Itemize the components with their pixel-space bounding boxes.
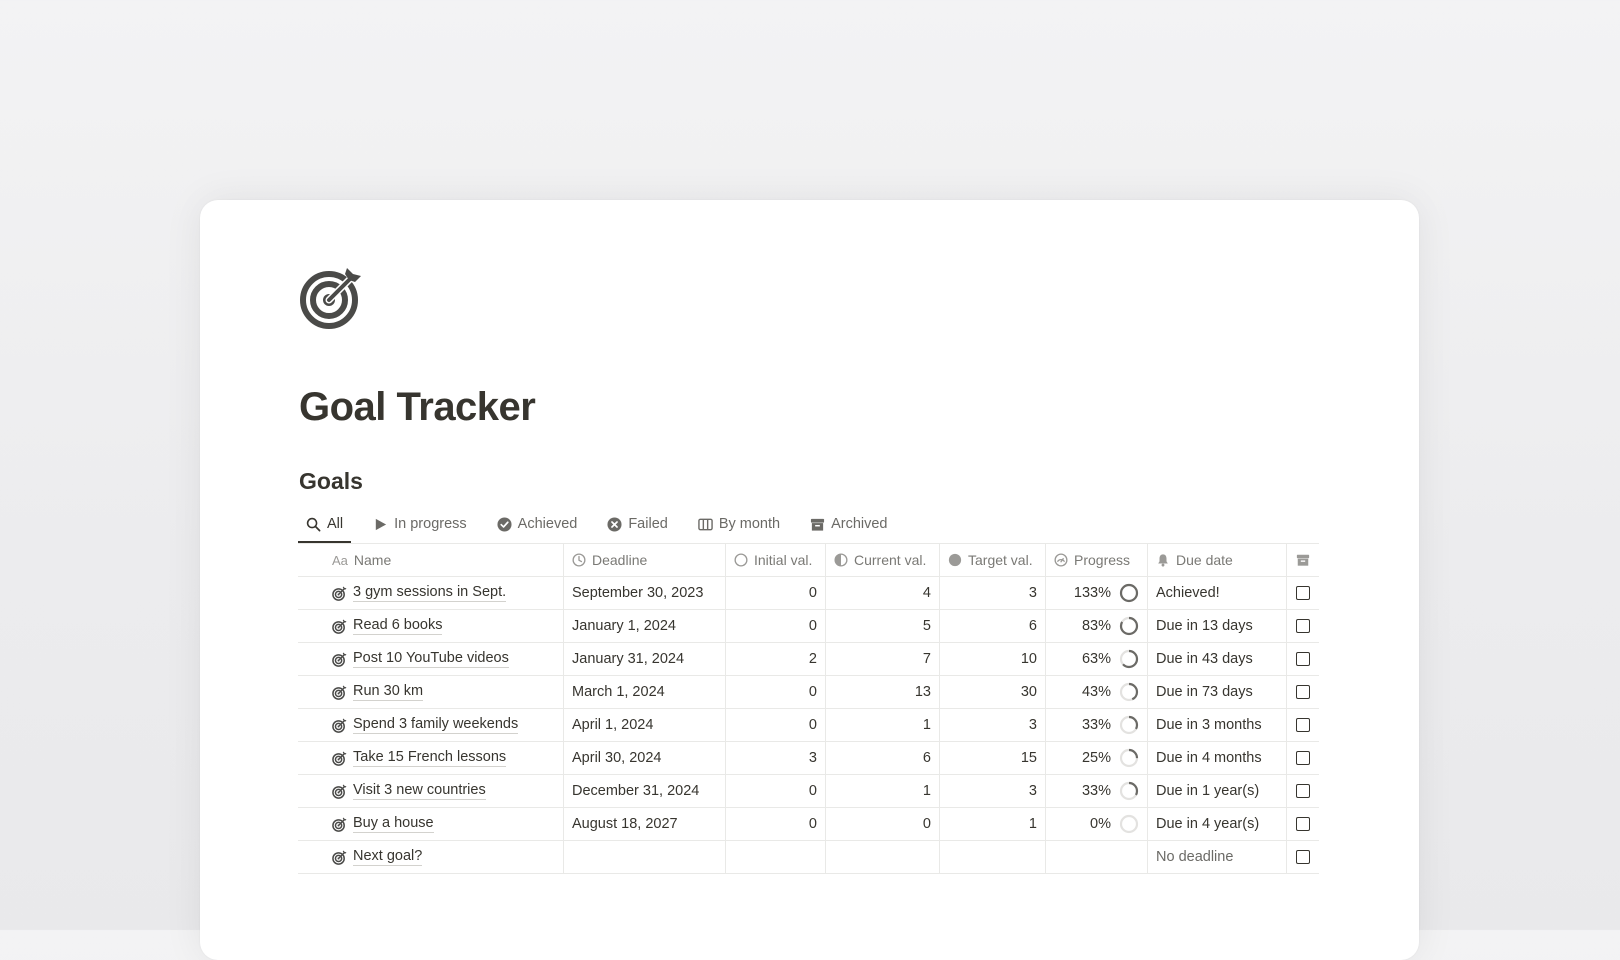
due-date-cell — [1148, 676, 1287, 708]
table-row[interactable] — [298, 676, 1319, 709]
current-value: 0 — [922, 816, 931, 832]
initial-value: 0 — [808, 585, 817, 601]
check-circle-icon — [497, 517, 512, 532]
deadline-cell[interactable] — [564, 841, 726, 873]
initial-value-cell[interactable] — [726, 610, 826, 642]
gauge-icon — [1054, 553, 1068, 567]
page-title: Goal Tracker — [299, 385, 536, 429]
current-value-cell[interactable] — [826, 742, 940, 774]
tab-label: In progress — [394, 516, 467, 532]
target-icon — [332, 685, 347, 700]
target-value: 30 — [1020, 684, 1037, 700]
current-value-cell[interactable] — [826, 610, 940, 642]
archive-checkbox[interactable] — [1296, 619, 1310, 633]
archive-icon — [810, 517, 825, 532]
progress-value: 43% — [1081, 684, 1111, 700]
due-date-cell — [1148, 775, 1287, 807]
goal-name-link[interactable]: Read 6 books — [353, 617, 443, 633]
view-tabs — [298, 505, 896, 543]
database-title[interactable]: Goals — [299, 468, 363, 494]
column-header-archive[interactable] — [1287, 544, 1319, 576]
target-value: 3 — [1028, 717, 1037, 733]
current-value-cell[interactable] — [826, 676, 940, 708]
deadline-value: April 30, 2024 — [572, 750, 662, 766]
initial-value: 0 — [808, 816, 817, 832]
goal-name-link[interactable]: Take 15 French lessons — [353, 749, 507, 765]
archive-checkbox[interactable] — [1296, 751, 1310, 765]
archive-cell — [1287, 709, 1319, 741]
archive-cell — [1287, 577, 1319, 609]
board-icon — [698, 517, 713, 532]
due-date-value: Due in 3 months — [1156, 717, 1262, 733]
table-row[interactable] — [298, 577, 1319, 610]
progress-value: 63% — [1081, 651, 1111, 667]
due-date-cell — [1148, 610, 1287, 642]
table-row[interactable] — [298, 808, 1319, 841]
deadline-value: March 1, 2024 — [572, 684, 665, 700]
text-icon: Aa — [332, 552, 348, 568]
initial-value-cell[interactable] — [726, 775, 826, 807]
due-date-value: Achieved! — [1156, 585, 1220, 601]
deadline-value: August 18, 2027 — [572, 816, 678, 832]
due-date-value: Due in 13 days — [1156, 618, 1253, 634]
x-circle-icon — [607, 517, 622, 532]
progress-cell — [1046, 841, 1148, 873]
initial-value-cell[interactable] — [726, 742, 826, 774]
column-header-target[interactable] — [940, 544, 1046, 576]
progress-ring-icon — [1119, 583, 1139, 603]
full-circle-icon — [948, 553, 962, 567]
search-icon — [306, 517, 321, 532]
target-icon — [332, 586, 347, 601]
tab-all[interactable] — [298, 505, 351, 543]
archive-checkbox[interactable] — [1296, 850, 1310, 864]
name-cell[interactable] — [298, 742, 564, 774]
tab-archived[interactable] — [802, 505, 895, 543]
target-value: 3 — [1028, 783, 1037, 799]
tab-label: By month — [718, 516, 781, 532]
deadline-cell[interactable] — [564, 808, 726, 840]
target-value-cell[interactable] — [940, 709, 1046, 741]
progress-cell — [1046, 676, 1148, 708]
column-label: Target val. — [968, 552, 1033, 568]
initial-value: 2 — [808, 651, 817, 667]
table-row[interactable] — [298, 841, 1319, 874]
target-value: 3 — [1028, 585, 1037, 601]
archive-cell — [1287, 643, 1319, 675]
goal-name-link[interactable]: Spend 3 family weekends — [353, 716, 519, 732]
column-label: Due date — [1176, 552, 1233, 568]
target-value: 10 — [1020, 651, 1037, 667]
current-value: 6 — [922, 750, 931, 766]
target-value-cell[interactable] — [940, 676, 1046, 708]
target-value-cell[interactable] — [940, 577, 1046, 609]
deadline-value: September 30, 2023 — [572, 585, 704, 601]
progress-value: 25% — [1081, 750, 1111, 766]
target-value-cell[interactable] — [940, 808, 1046, 840]
deadline-cell[interactable] — [564, 643, 726, 675]
progress-cell — [1046, 577, 1148, 609]
current-value-cell[interactable] — [826, 643, 940, 675]
name-cell[interactable] — [298, 775, 564, 807]
progress-value: 133% — [1073, 585, 1111, 601]
due-date-value: Due in 43 days — [1156, 651, 1253, 667]
target-icon — [332, 619, 347, 634]
tab-label: Failed — [628, 516, 668, 532]
current-value-cell[interactable] — [826, 577, 940, 609]
progress-cell — [1046, 775, 1148, 807]
due-date-cell — [1148, 742, 1287, 774]
play-icon — [373, 517, 388, 532]
due-date-value: Due in 4 year(s) — [1156, 816, 1260, 832]
archive-checkbox[interactable] — [1296, 718, 1310, 732]
target-icon — [332, 784, 347, 799]
goal-name-link[interactable]: Post 10 YouTube videos — [353, 650, 509, 666]
column-label: Progress — [1074, 552, 1131, 568]
current-value: 1 — [922, 783, 931, 799]
column-header-initial[interactable] — [726, 544, 826, 576]
goal-name-link[interactable]: Run 30 km — [353, 683, 424, 699]
current-value: 7 — [922, 651, 931, 667]
archive-checkbox[interactable] — [1296, 685, 1310, 699]
bell-icon — [1156, 553, 1170, 567]
progress-value: 33% — [1081, 717, 1111, 733]
target-value: 15 — [1020, 750, 1037, 766]
goal-name-link[interactable]: Buy a house — [353, 815, 434, 831]
name-cell[interactable] — [298, 841, 564, 873]
target-value: 6 — [1028, 618, 1037, 634]
target-value-cell[interactable] — [940, 643, 1046, 675]
deadline-value: January 1, 2024 — [572, 618, 676, 634]
progress-cell — [1046, 742, 1148, 774]
tab-in-progress[interactable] — [365, 505, 475, 543]
initial-value: 0 — [808, 684, 817, 700]
due-date-value: Due in 1 year(s) — [1156, 783, 1260, 799]
progress-cell — [1046, 808, 1148, 840]
due-date-value: Due in 73 days — [1156, 684, 1253, 700]
target-icon — [332, 718, 347, 733]
name-cell[interactable] — [298, 709, 564, 741]
progress-cell — [1046, 643, 1148, 675]
current-value-cell[interactable] — [826, 709, 940, 741]
page-card — [200, 200, 1419, 960]
progress-value: 33% — [1081, 783, 1111, 799]
name-cell[interactable] — [298, 676, 564, 708]
table-header — [298, 544, 1319, 577]
progress-ring-icon — [1119, 715, 1139, 735]
name-cell[interactable] — [298, 808, 564, 840]
tab-achieved[interactable] — [489, 505, 586, 543]
target-value-cell[interactable] — [940, 742, 1046, 774]
current-value: 13 — [914, 684, 931, 700]
progress-ring-icon — [1119, 814, 1139, 834]
initial-value-cell[interactable] — [726, 643, 826, 675]
target-value-cell[interactable] — [940, 610, 1046, 642]
column-label: Current val. — [854, 552, 927, 568]
name-cell[interactable] — [298, 610, 564, 642]
column-header-current[interactable] — [826, 544, 940, 576]
progress-ring-icon — [1119, 781, 1139, 801]
initial-value: 0 — [808, 618, 817, 634]
archive-cell — [1287, 808, 1319, 840]
current-value-cell[interactable] — [826, 775, 940, 807]
current-value: 1 — [922, 717, 931, 733]
column-header-progress[interactable] — [1046, 544, 1148, 576]
archive-cell — [1287, 775, 1319, 807]
archive-checkbox[interactable] — [1296, 784, 1310, 798]
column-header-name[interactable] — [298, 544, 564, 576]
current-value: 5 — [922, 618, 931, 634]
tab-label: Achieved — [517, 516, 578, 532]
name-cell[interactable] — [298, 643, 564, 675]
goal-name-link[interactable]: Next goal? — [353, 848, 423, 864]
archive-cell — [1287, 841, 1319, 873]
current-value-cell[interactable] — [826, 808, 940, 840]
archive-cell — [1287, 742, 1319, 774]
archive-checkbox[interactable] — [1296, 586, 1310, 600]
archive-cell — [1287, 610, 1319, 642]
deadline-cell[interactable] — [564, 742, 726, 774]
empty-circle-icon — [734, 553, 748, 567]
tab-by-month[interactable] — [690, 505, 788, 543]
target-value-cell[interactable] — [940, 841, 1046, 873]
due-date-value: Due in 4 months — [1156, 750, 1262, 766]
progress-ring-icon — [1119, 748, 1139, 768]
progress-value: 0% — [1090, 816, 1111, 832]
table-row[interactable] — [298, 775, 1319, 808]
initial-value-cell[interactable] — [726, 676, 826, 708]
progress-cell — [1046, 709, 1148, 741]
tab-label: Archived — [831, 516, 888, 532]
column-header-deadline[interactable] — [564, 544, 726, 576]
initial-value: 0 — [808, 717, 817, 733]
column-header-due-date[interactable] — [1148, 544, 1287, 576]
deadline-value: January 31, 2024 — [572, 651, 685, 667]
half-circle-icon — [834, 553, 848, 567]
deadline-cell[interactable] — [564, 775, 726, 807]
due-date-cell — [1148, 709, 1287, 741]
initial-value-cell[interactable] — [726, 841, 826, 873]
table-row[interactable] — [298, 643, 1319, 676]
name-cell[interactable] — [298, 577, 564, 609]
goals-table — [298, 543, 1319, 874]
clock-icon — [572, 553, 586, 567]
target-icon — [299, 264, 365, 330]
deadline-cell[interactable] — [564, 709, 726, 741]
target-value: 1 — [1028, 816, 1037, 832]
goal-name-link[interactable]: Visit 3 new countries — [353, 782, 486, 798]
current-value: 4 — [922, 585, 931, 601]
archive-icon — [1296, 553, 1310, 567]
deadline-value: December 31, 2024 — [572, 783, 700, 799]
tab-failed[interactable] — [599, 505, 676, 543]
due-date-cell — [1148, 643, 1287, 675]
archive-checkbox[interactable] — [1296, 652, 1310, 666]
progress-ring-icon — [1119, 649, 1139, 669]
goal-name-link[interactable]: 3 gym sessions in Sept. — [353, 584, 507, 600]
archive-checkbox[interactable] — [1296, 817, 1310, 831]
target-icon — [332, 850, 347, 865]
initial-value: 0 — [808, 783, 817, 799]
initial-value-cell[interactable] — [726, 577, 826, 609]
target-icon — [332, 817, 347, 832]
progress-value: 83% — [1081, 618, 1111, 634]
due-date-value: No deadline — [1156, 849, 1234, 865]
deadline-cell[interactable] — [564, 577, 726, 609]
table-row[interactable] — [298, 610, 1319, 643]
deadline-value: April 1, 2024 — [572, 717, 654, 733]
due-date-cell — [1148, 577, 1287, 609]
due-date-cell — [1148, 808, 1287, 840]
target-value-cell[interactable] — [940, 775, 1046, 807]
progress-ring-icon — [1119, 682, 1139, 702]
archive-cell — [1287, 676, 1319, 708]
column-label: Deadline — [592, 552, 648, 568]
due-date-cell — [1148, 841, 1287, 873]
progress-ring-icon — [1119, 616, 1139, 636]
initial-value: 3 — [808, 750, 817, 766]
column-label: Initial val. — [754, 552, 813, 568]
initial-value-cell[interactable] — [726, 709, 826, 741]
deadline-cell[interactable] — [564, 676, 726, 708]
current-value-cell[interactable] — [826, 841, 940, 873]
progress-cell — [1046, 610, 1148, 642]
table-row[interactable] — [298, 709, 1319, 742]
initial-value-cell[interactable] — [726, 808, 826, 840]
deadline-cell[interactable] — [564, 610, 726, 642]
target-icon — [332, 652, 347, 667]
column-label: Name — [353, 552, 392, 568]
tab-label: All — [327, 516, 344, 532]
target-icon — [332, 751, 347, 766]
table-body — [298, 577, 1319, 874]
table-row[interactable] — [298, 742, 1319, 775]
